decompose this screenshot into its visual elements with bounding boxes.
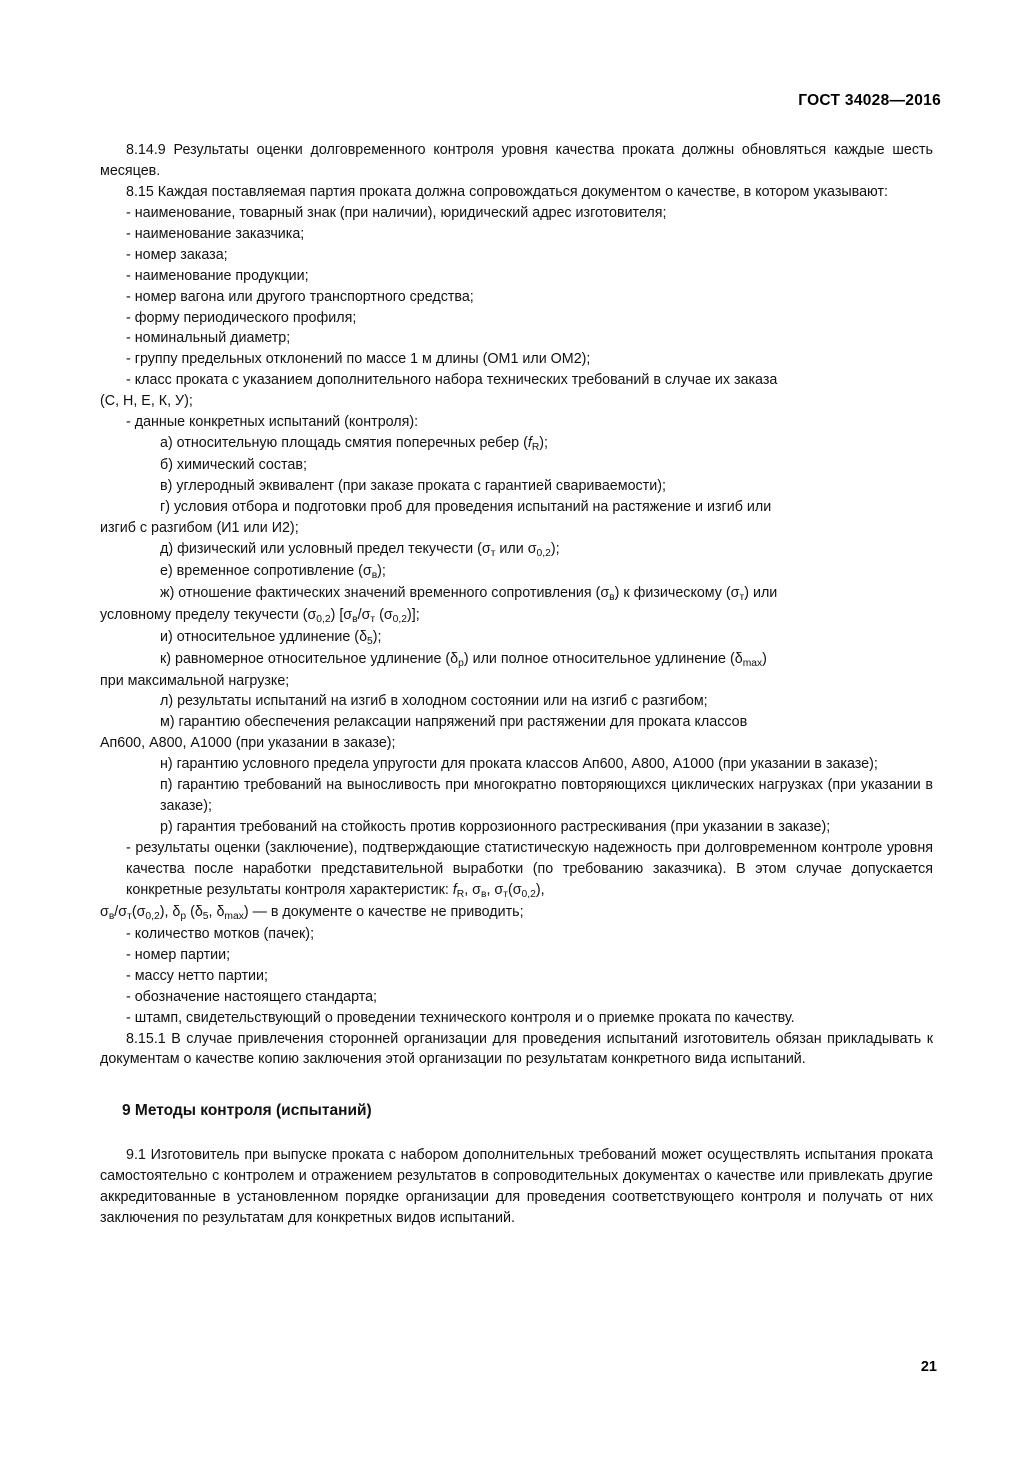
sub-item-k-continuation: при максимальной нагрузке; — [100, 672, 290, 689]
sub-item-zh-continuation: условному пределу текучести $(\sigma_{0,2})$ [$\sigma_в/\sigma_т$ $(\sigma_{0,2})$]; — [100, 606, 420, 625]
list-item: - номинальный диаметр; — [126, 330, 291, 347]
list-item: - класс проката с указанием дополнительного набора технических требований в случае их заказа — [126, 372, 778, 389]
sub-item-e: е) временное сопротивление $(\sigma_в)$; — [160, 562, 386, 581]
list-item: - данные конкретных испытаний (контроля): — [126, 414, 419, 431]
sub-item-m-continuation: Ап600, А800, А1000 (при указании в заказе); — [100, 735, 396, 752]
sub-item-n: н) гарантию условного предела упругости для проката классов Ап600, А800, А1000 (при указании в заказе); — [160, 756, 878, 773]
sub-item-d: д) физический или условный предел текучести ($\sigma_т$ или $\sigma_{0,2}$); — [160, 540, 560, 559]
list-item: - количество мотков (пачек); — [126, 925, 315, 942]
sub-item-zh: ж) отношение фактических значений временного сопротивления $(\sigma_в)$ к физическому $(\sigma_т)$ или — [160, 584, 778, 603]
sub-item-r: р) гарантия требований на стойкость против коррозионного растрескивания (при указании в заказе); — [160, 819, 831, 836]
sub-item-m: м) гарантию обеспечения релаксации напряжений при растяжении для проката классов — [160, 714, 748, 731]
list-item: - номер заказа; — [126, 246, 228, 263]
paragraph-9-1: 9.1 Изготовитель при выпуске проката с набором дополнительных требований может осуществлять испытания проката самостоятельно с контролем и отражением результатов в сопроводительных документах о качестве или привлекать другие аккредитованные в установленном порядке организации для проведения соответствующего контроля и получать от них заключения по результатам для конкретных видов испытаний. — [100, 1147, 933, 1226]
list-item: - номер партии; — [126, 946, 231, 963]
list-item: - номер вагона или другого транспортного средства; — [126, 288, 474, 305]
sub-item-b: б) химический состав; — [160, 457, 307, 474]
sub-item-g: г) условия отбора и подготовки проб для проведения испытаний на растяжение и изгиб или — [160, 498, 772, 515]
sub-item-i: и) относительное удлинение $(\delta_5)$; — [160, 628, 382, 647]
list-item-continuation: (С, Н, Е, К, У); — [100, 393, 193, 410]
paragraph-8-15: 8.15 Каждая поставляемая партия проката должна сопровождаться документом о качестве, в котором указывают: — [126, 183, 888, 200]
paragraph-8-15-1: 8.15.1 В случае привлечения сторонней организации для проведения испытаний изготовитель обязан прикладывать к документам о качестве копию заключения этой организации по результатам конкретного вида испытаний. — [100, 1030, 933, 1068]
page-header-standard: ГОСТ 34028—2016 — [798, 92, 941, 109]
list-item-results-continuation: $\sigma_в/\sigma_т(\sigma_{0,2})$, $\delta_p$ ($\delta_5$, $\delta_{max}$) — в документе о качестве не приводить; — [100, 903, 524, 922]
sub-item-g-continuation: изгиб с разгибом (И1 или И2); — [100, 519, 299, 536]
list-item: - наименование, товарный знак (при наличии), юридический адрес изготовителя; — [126, 204, 667, 221]
sub-item-a: а) относительную площадь смятия поперечных ребер $(f_R)$; — [160, 435, 549, 453]
list-item: - наименование продукции; — [126, 267, 309, 284]
list-item: - массу нетто партии; — [126, 967, 268, 984]
list-item: - наименование заказчика; — [126, 225, 305, 242]
sub-item-l: л) результаты испытаний на изгиб в холодном состоянии или на изгиб с разгибом; — [160, 693, 708, 710]
list-item-results: - результаты оценки (заключение), подтверждающие статистическую надежность при долговременном контроле уровня качества после наработки представительной выработки (по требованию заказчика). В этом случае допускается конкретные результаты контроля характеристик: $f_R$, $\sigma_в$, $\sigma_т(\sigma_{0,2})$, — [126, 840, 933, 900]
document-body — [100, 140, 933, 1229]
page-number: 21 — [920, 1359, 937, 1375]
sub-item-k: к) равномерное относительное удлинение $(\delta_p)$ или полное относительное удлинение $(\delta_{max})$ — [160, 650, 767, 669]
paragraph-8-14-9: 8.14.9 Результаты оценки долговременного контроля уровня качества проката должны обновляться каждые шесть месяцев. — [100, 142, 933, 179]
sub-item-v: в) углеродный эквивалент (при заказе проката с гарантией свариваемости); — [160, 478, 666, 495]
list-item: - группу предельных отклонений по массе 1 м длины (ОМ1 или ОМ2); — [126, 351, 591, 368]
list-item: - обозначение настоящего стандарта; — [126, 988, 378, 1005]
list-item: - форму периодического профиля; — [126, 309, 357, 326]
symbol-f: f — [527, 435, 532, 452]
list-item: - штамп, свидетельствующий о проведении технического контроля и о приемке проката по качеству. — [126, 1009, 795, 1026]
section-heading-9: 9 Методы контроля (испытаний) — [122, 1102, 372, 1120]
symbol-f-subscript: R — [531, 442, 540, 453]
sub-item-p: п) гарантию требований на выносливость при многократно повторяющихся циклических нагрузках (при указании в заказе); — [160, 777, 933, 815]
